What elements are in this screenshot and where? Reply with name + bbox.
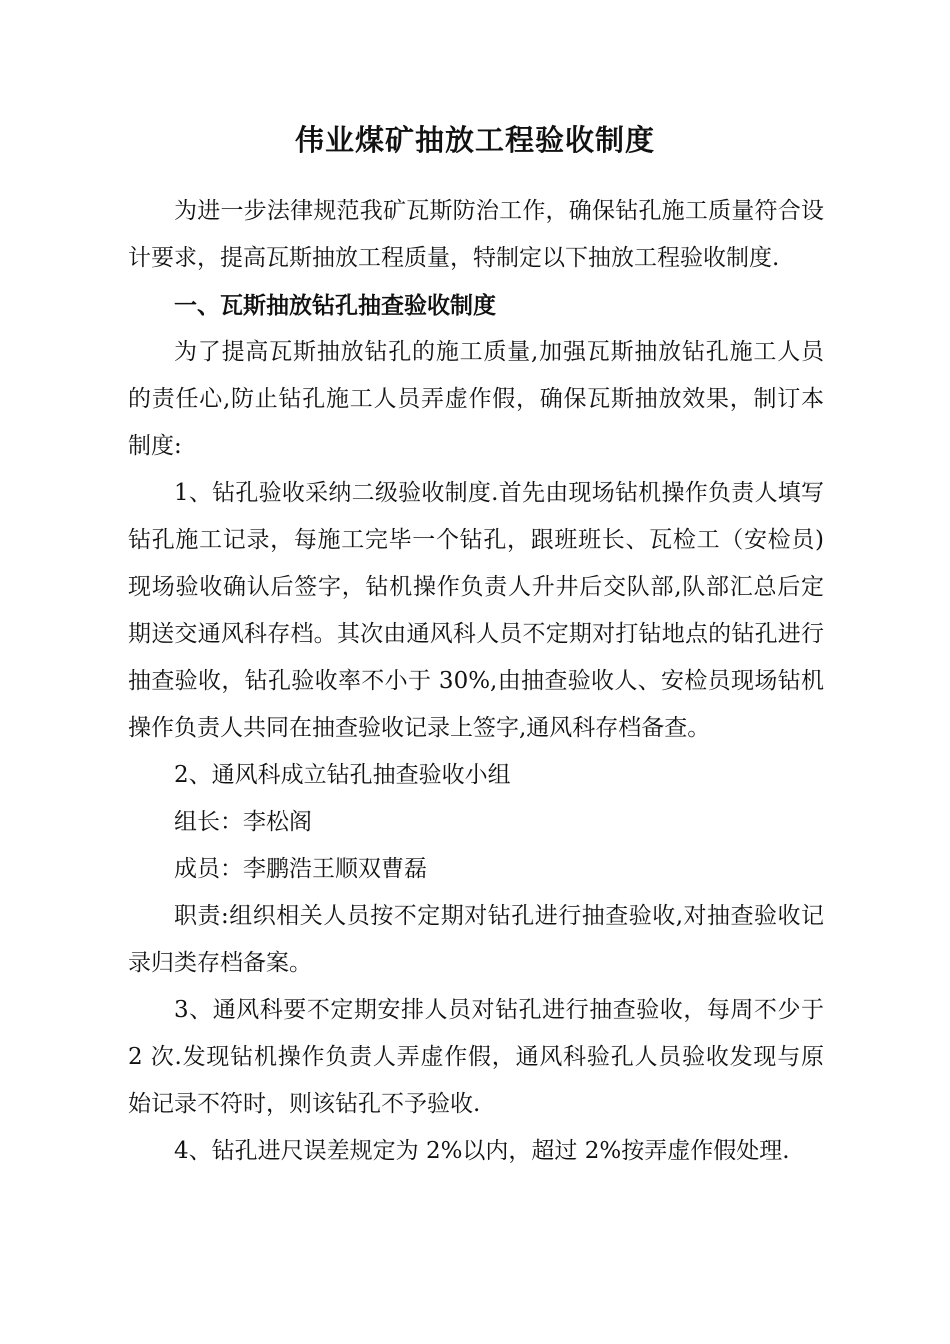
team-leader-line: 组长：李松阁 <box>174 809 312 835</box>
intro-paragraph: 为进一步法律规范我矿瓦斯防治工作，确保钻孔施工质量符合设计要求，提高瓦斯抽放工程质量，特制定以下抽放工程验收制度. <box>128 198 824 271</box>
document-body <box>128 188 824 1175</box>
rule-3-paragraph: 3、通风科要不定期安排人员对钻孔进行抽查验收，每周不少于 2 次.发现钻机操作负责人弄虚作假，通风科验孔人员验收发现与原始记录不符时，则该钻孔不予验收. <box>128 997 824 1117</box>
purpose-paragraph: 为了提高瓦斯抽放钻孔的施工质量,加强瓦斯抽放钻孔施工人员的责任心,防止钻孔施工人员弄虚作假，确保瓦斯抽放效果，制订本制度: <box>128 339 824 459</box>
rule-2-paragraph: 2、通风科成立钻孔抽查验收小组 <box>174 762 511 788</box>
document-title: 伟业煤矿抽放工程验收制度 <box>294 123 655 157</box>
rule-4-paragraph: 4、钻孔进尺误差规定为 2%以内，超过 2%按弄虚作假处理. <box>174 1138 790 1164</box>
rule-1-paragraph: 1、钻孔验收采纳二级验收制度.首先由现场钻机操作负责人填写钻孔施工记录，每施工完毕一个钻孔，跟班班长、瓦检工（安检员)现场验收确认后签字，钻机操作负责人升井后交队部,队部汇总后定期送交通风科存档。其次由通风科人员不定期对打钻地点的钻孔进行抽查验收，钻孔验收率不小于 30%,由抽查验收人、安检员现场钻机操作负责人共同在抽查验收记录上签字,通风科存档备查。 <box>128 480 824 741</box>
duties-paragraph: 职责:组织相关人员按不定期对钻孔进行抽查验收,对抽查验收记录归类存档备案。 <box>128 903 824 976</box>
section-heading: 一、瓦斯抽放钻孔抽查验收制度 <box>174 292 496 319</box>
team-members-line: 成员：李鹏浩王顺双曹磊 <box>174 856 427 882</box>
